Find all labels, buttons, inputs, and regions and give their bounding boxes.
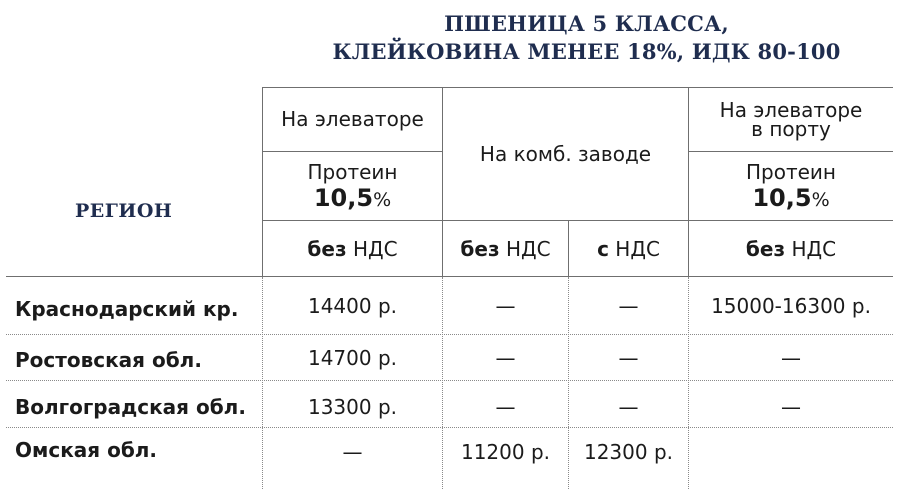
row-plant-vat: 12300 р. xyxy=(583,440,674,464)
row-region: Ростовская обл. xyxy=(15,348,202,372)
row-separator-2 xyxy=(6,380,893,381)
vat-nds: НДС xyxy=(352,236,398,261)
vat-nds: НДС xyxy=(615,236,660,261)
title-line-2: КЛЕЙКОВИНА МЕНЕЕ 18%, ИДК 80-100 xyxy=(332,39,841,64)
vat-bez: без xyxy=(745,236,786,261)
header-port-line-1: На элеваторе xyxy=(719,97,863,122)
row-region: Волгоградская обл. xyxy=(15,395,246,419)
header-bottom-line xyxy=(6,276,893,277)
vat-elevator xyxy=(263,221,442,276)
row-plant-no-vat: — xyxy=(495,346,516,370)
row-elevator-price: 14700 р. xyxy=(307,346,398,370)
protein-label: Протеин xyxy=(746,160,836,184)
header-port-protein xyxy=(689,152,893,220)
protein-label: Протеин xyxy=(307,160,398,184)
vat-s: с xyxy=(597,236,609,261)
header-elevator: На элеваторе xyxy=(281,107,424,131)
protein-value: 10,5 xyxy=(313,184,374,212)
vat-bez: без xyxy=(460,236,500,261)
row-separator-1 xyxy=(6,334,893,335)
row-region: Омская обл. xyxy=(15,438,158,462)
vat-plant-with-vat xyxy=(569,221,688,276)
row-plant-no-vat: — xyxy=(495,294,516,318)
row-port-price xyxy=(689,438,893,466)
row-plant-vat: — xyxy=(618,294,639,318)
protein-unit: % xyxy=(373,189,392,211)
header-plant: На комб. заводе xyxy=(479,141,652,166)
row-plant-vat: — xyxy=(618,346,639,370)
header-elevator-protein xyxy=(263,152,442,220)
region-header: РЕГИОН xyxy=(75,200,173,222)
row-plant-no-vat: — xyxy=(495,395,516,419)
row-port-price: 15000-16300 р. xyxy=(711,294,871,318)
vat-bez: без xyxy=(307,236,347,261)
protein-unit: % xyxy=(811,189,830,211)
vat-nds: НДС xyxy=(791,236,837,261)
row-elevator-price: — xyxy=(342,440,363,464)
row-elevator-price: 13300 р. xyxy=(307,395,398,419)
row-plant-vat: — xyxy=(618,395,639,419)
protein-value: 10,5 xyxy=(752,184,812,212)
title-line-1: ПШЕНИЦА 5 КЛАССА, xyxy=(444,11,729,36)
table-title xyxy=(262,10,911,66)
vat-nds: НДС xyxy=(505,236,551,261)
row-port-price: — xyxy=(781,346,801,370)
row-port-price: — xyxy=(781,395,801,419)
row-separator-3 xyxy=(6,427,893,428)
vat-port xyxy=(689,221,893,276)
vat-plant-no-vat xyxy=(443,221,568,276)
row-region: Краснодарский кр. xyxy=(15,297,239,321)
header-port xyxy=(689,88,893,151)
header-port-line-2: в порту xyxy=(751,116,831,141)
row-elevator-price: 14400 р. xyxy=(307,294,398,318)
row-plant-no-vat: 11200 р. xyxy=(460,440,551,464)
